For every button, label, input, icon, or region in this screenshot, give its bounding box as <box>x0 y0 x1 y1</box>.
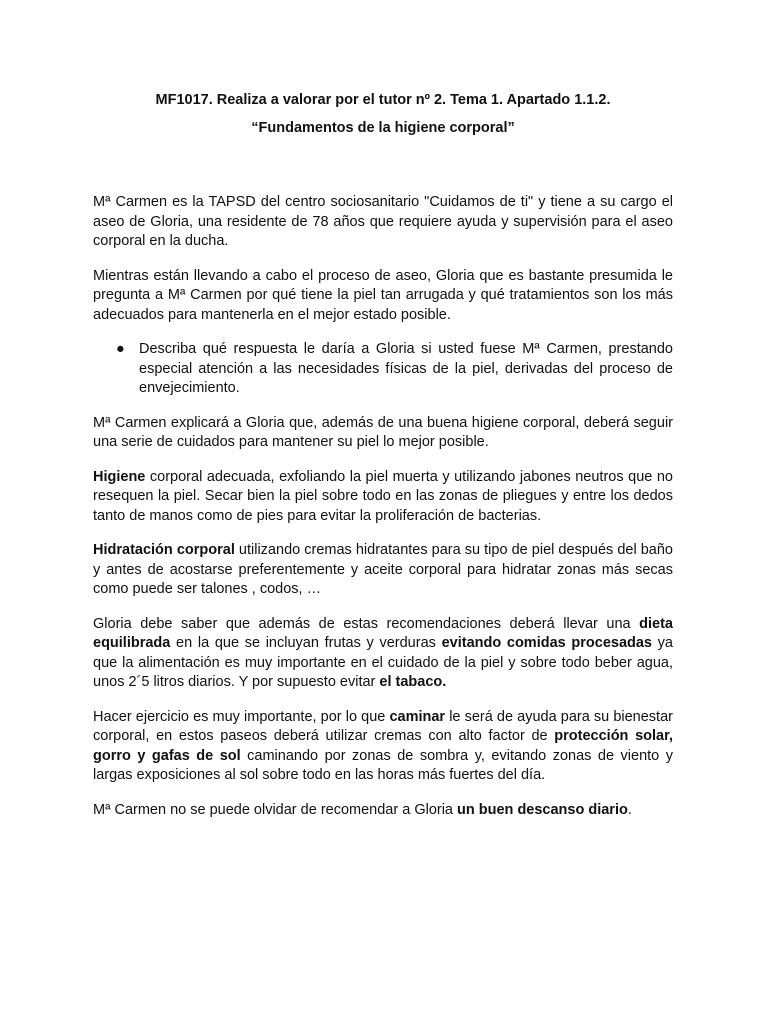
document-title <box>93 90 673 138</box>
paragraph-answer-intro: Mª Carmen explicará a Gloria que, además de una buena higiene corporal, deberá seguir una serie de cuidados para mantener su piel lo mejor posible. <box>93 414 673 450</box>
document-body <box>93 193 673 820</box>
bold-text: Higiene <box>93 468 146 485</box>
paragraph-text: ya que la alimentación es muy importante en el cuidado de la piel y sobre todo beber agua, unos 2´5 litros diarios. Y por supuesto evitar <box>93 635 673 690</box>
bold-text: caminar <box>389 708 446 725</box>
paragraph-text: corporal adecuada, exfoliando la piel muerta y utilizando jabones neutros que no resequen la piel. Secar bien la piel sobre todo en las zonas de pliegues y entre los dedos tanto de manos como de pies para evitar la proliferación de bacterias. <box>93 468 673 524</box>
paragraph-rest <box>93 801 673 821</box>
title-line-2: “Fundamentos de la higiene corporal” <box>251 120 515 136</box>
bold-text: el tabaco. <box>379 674 447 690</box>
bold-text: evitando comidas procesadas <box>441 635 652 651</box>
list-item <box>116 340 673 399</box>
paragraph-text: Hacer ejercicio es muy importante, por lo que <box>93 708 390 725</box>
bold-text: un buen descanso diario <box>457 801 628 818</box>
paragraph-text: en la que se incluyan frutas y verduras <box>170 635 442 651</box>
bold-text: protección solar, gorro y gafas de sol <box>93 728 673 764</box>
bullet-icon: ● <box>116 341 125 357</box>
title-line-1: MF1017. Realiza a valorar por el tutor nº 2. Tema 1. Apartado 1.1.2. <box>155 92 611 108</box>
paragraph-question-context: Mientras están llevando a cabo el proceso de aseo, Gloria que es bastante presumida le pregunta a Mª Carmen por qué tiene la piel tan arrugada y qué tratamientos son los más adecuados para mantenerla en el mejor estado posible. <box>93 267 673 323</box>
bold-text: dieta equilibrada <box>93 615 673 651</box>
paragraph-diet <box>93 615 673 693</box>
paragraph-text: . <box>627 801 632 818</box>
paragraph-hygiene <box>93 468 673 527</box>
paragraph-exercise <box>93 708 673 786</box>
paragraph-text: Mª Carmen no se puede olvidar de recomendar a Gloria <box>93 801 458 818</box>
paragraph-hydration <box>93 541 673 600</box>
task-list <box>93 340 673 399</box>
paragraph-text: utilizando cremas hidratantes para su tipo de piel después del baño y antes de acostarse preferentemente y aceite corporal para hidratar zonas más secas como puede ser talones , codos, … <box>93 542 674 597</box>
bold-text: Hidratación corporal <box>93 542 235 558</box>
paragraph-text: le será de ayuda para su bienestar corporal, en estos paseos deberá utilizar cremas con alto factor de <box>93 708 673 744</box>
paragraph-text: caminando por zonas de sombra y, evitando zonas de viento y largas exposiciones al sol sobre todo en las horas más fuertes del día. <box>93 747 673 783</box>
list-item-text: Describa qué respuesta le daría a Gloria si usted fuese Mª Carmen, prestando especial atención a las necesidades físicas de la piel, derivadas del proceso de envejecimiento. <box>139 341 673 396</box>
paragraph-text: Gloria debe saber que además de estas recomendaciones deberá llevar una <box>93 615 640 632</box>
paragraph-intro: Mª Carmen es la TAPSD del centro sociosanitario "Cuidamos de ti" y tiene a su cargo el aseo de Gloria, una residente de 78 años que requiere ayuda y supervisión para el aseo corporal en la ducha. <box>93 194 673 249</box>
